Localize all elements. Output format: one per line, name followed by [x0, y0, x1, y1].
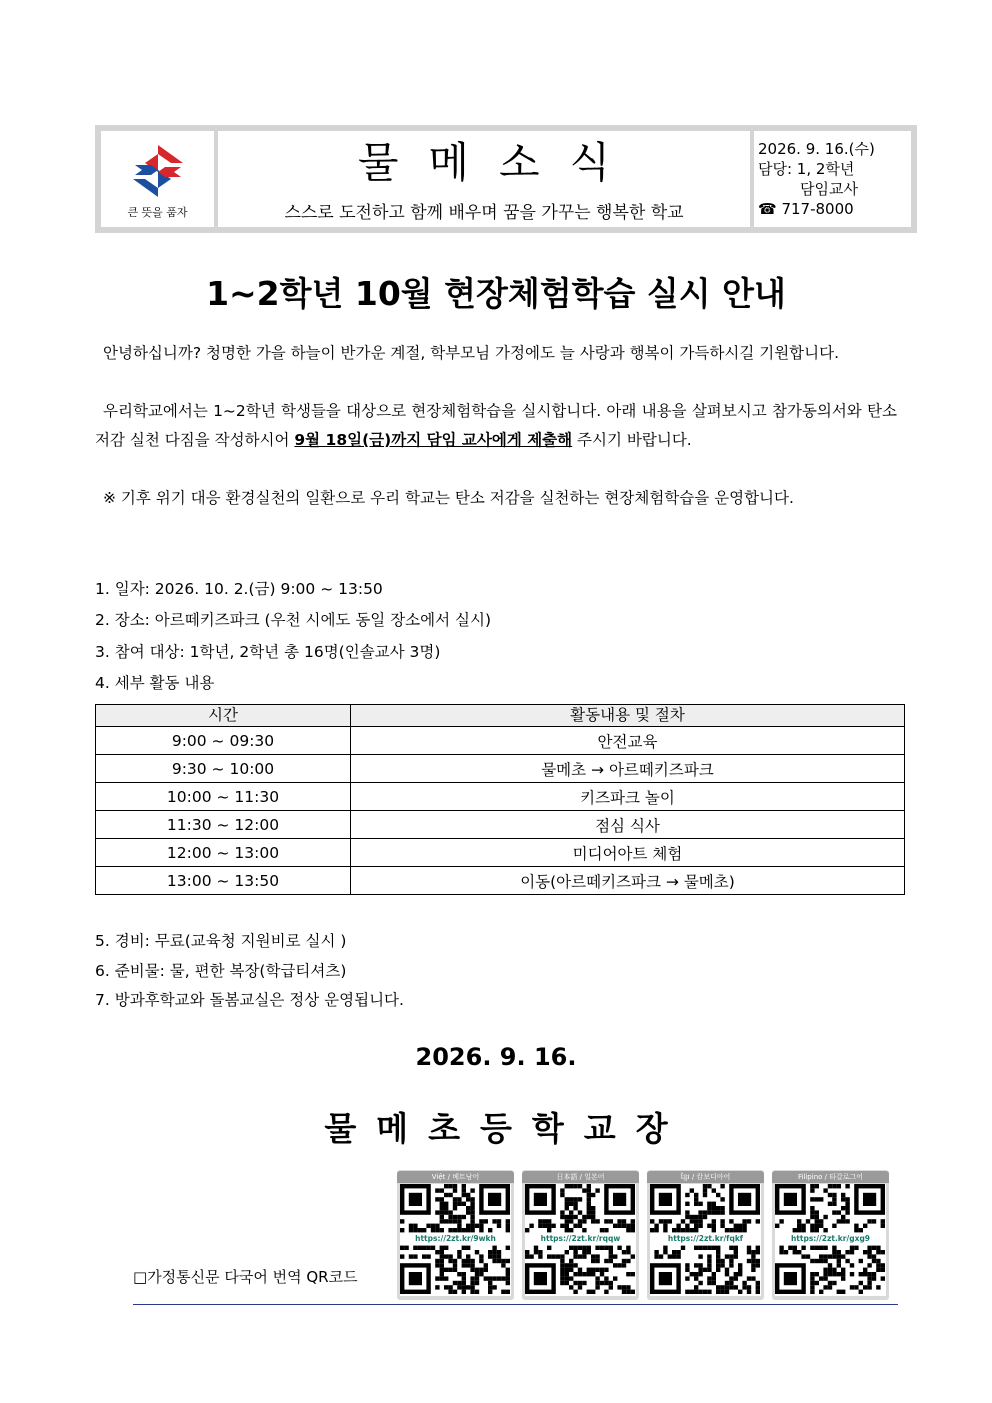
time-cell: 11:30 ~ 12:00	[96, 811, 351, 839]
table-row	[96, 867, 905, 895]
time-cell: 9:30 ~ 10:00	[96, 755, 351, 783]
qr-card-filipino[interactable]	[772, 1170, 889, 1300]
logo-cell	[101, 131, 214, 227]
intro-text-end: 주시기 바랍니다.	[572, 431, 692, 449]
newsletter-name: 물메소식	[357, 138, 641, 187]
item-afterschool: 7. 방과후학교와 돌봄교실은 정상 운영됩니다.	[95, 991, 404, 1009]
qr-language-label: Filipino / 타갈로그어	[772, 1171, 889, 1183]
logo-caption: 큰 뜻을 품자	[127, 206, 188, 219]
intro-note: ※ 기후 위기 대응 환경실천의 일환으로 우리 학교는 탄소 저감을 실천하는 현장체험학습을 운영합니다.	[103, 489, 794, 507]
qr-card-japanese[interactable]	[522, 1170, 639, 1300]
activity-cell: 이동(아르떼키즈파크 → 물메초)	[351, 867, 905, 895]
activity-cell: 키즈파크 놀이	[351, 783, 905, 811]
footer-divider	[133, 1304, 898, 1305]
newsletter-header	[95, 125, 917, 233]
item-cost: 5. 경비: 무료(교육청 지원비로 실시 )	[95, 932, 347, 950]
activity-cell: 점심 식사	[351, 811, 905, 839]
in-charge: 담당: 1, 2학년	[758, 160, 855, 178]
activity-cell: 미디어아트 체험	[351, 839, 905, 867]
qr-section-label: □가정통신문 다국어 번역 QR코드	[133, 1268, 358, 1286]
item-participants: 3. 참여 대상: 1학년, 2학년 총 16명(인솔교사 3명)	[95, 643, 441, 661]
phone-number: ☎ 717-8000	[758, 200, 854, 218]
qr-card-vietnamese[interactable]	[397, 1170, 514, 1300]
issue-date: 2026. 9. 16.(수)	[758, 140, 875, 158]
qr-url: https://2zt.kr/9wkh	[400, 1233, 511, 1244]
qr-url: https://2zt.kr/gxg9	[775, 1233, 886, 1244]
schedule-table	[95, 704, 905, 895]
info-cell	[754, 131, 911, 227]
activity-cell: 안전교육	[351, 727, 905, 755]
table-row	[96, 727, 905, 755]
item-supplies: 6. 준비물: 물, 편한 복장(학급티셔츠)	[95, 962, 347, 980]
document-title: 1~2학년 10월 현장체험학습 실시 안내	[206, 274, 786, 313]
qr-language-label: ខ្មែរ / 캄보디아어	[647, 1171, 764, 1183]
column-header-time: 시간	[96, 705, 351, 727]
intro-text: 우리학교에서는 1~2학년 학생들을 대상으로 현장체험학습을 실시합니다. 아래 내용을 살펴보시고 참가동의서와 탄소 저감 실천 다짐을 작성하시어	[95, 402, 897, 449]
table-row	[96, 811, 905, 839]
qr-language-label: 日本語 / 일본어	[522, 1171, 639, 1183]
time-cell: 13:00 ~ 13:50	[96, 867, 351, 895]
qr-url: https://2zt.kr/rqqw	[525, 1233, 636, 1244]
qr-url: https://2zt.kr/fqkf	[650, 1233, 761, 1244]
time-cell: 9:00 ~ 09:30	[96, 727, 351, 755]
table-row	[96, 839, 905, 867]
table-row	[96, 783, 905, 811]
school-logo-icon	[131, 143, 185, 199]
intro-paragraph-2	[95, 397, 897, 455]
principal-signature: 물메초등학교장	[324, 1109, 688, 1148]
time-cell: 10:00 ~ 11:30	[96, 783, 351, 811]
column-header-activity: 활동내용 및 절차	[351, 705, 905, 727]
qr-card-khmer[interactable]	[647, 1170, 764, 1300]
deadline-emphasis: 9월 18일(금)까지 담임 교사에게 제출해	[294, 431, 573, 449]
school-motto: 스스로 도전하고 함께 배우며 꿈을 가꾸는 행복한 학교	[284, 203, 684, 223]
title-cell	[218, 131, 750, 227]
activity-cell: 물메초 → 아르떼키즈파크	[351, 755, 905, 783]
item-date: 1. 일자: 2026. 10. 2.(금) 9:00 ~ 13:50	[95, 580, 383, 598]
item-place: 2. 장소: 아르떼키즈파크 (우천 시에도 동일 장소에서 실시)	[95, 611, 492, 629]
item-activities: 4. 세부 활동 내용	[95, 674, 215, 692]
intro-paragraph-1: 안녕하십니까? 청명한 가을 하늘이 반가운 계절, 학부모님 가정에도 늘 사랑과 행복이 가득하시길 기원합니다.	[103, 344, 840, 362]
in-charge-role: 담임교사	[800, 180, 858, 198]
signature-date: 2026. 9. 16.	[415, 1043, 577, 1071]
qr-language-label: Việt / 베트남어	[397, 1171, 514, 1183]
time-cell: 12:00 ~ 13:00	[96, 839, 351, 867]
table-row	[96, 755, 905, 783]
table-header-row	[96, 705, 905, 727]
